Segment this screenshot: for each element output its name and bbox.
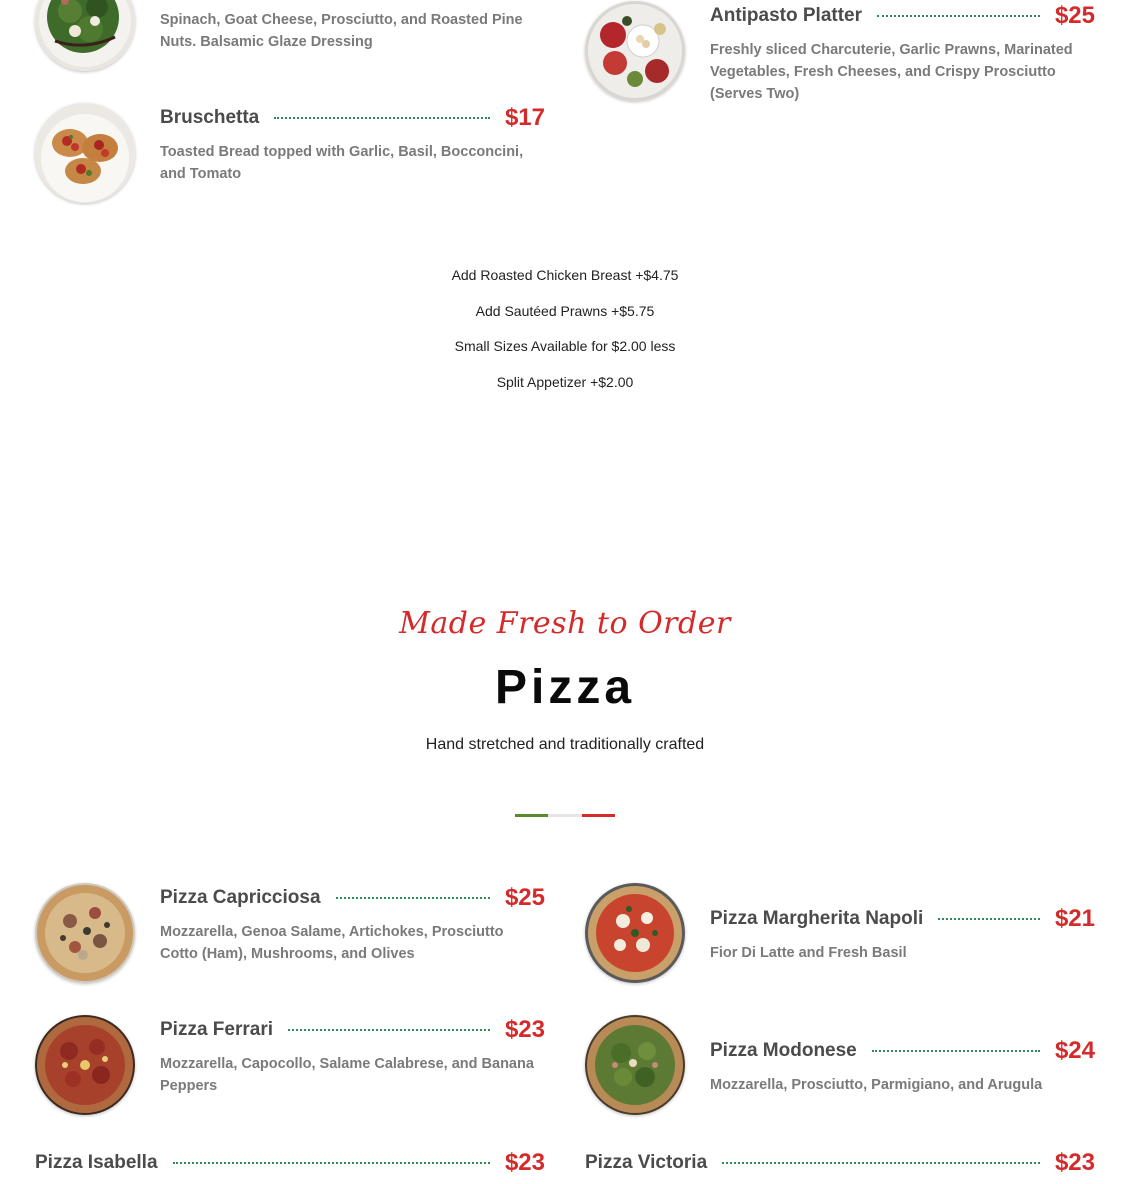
divider-green — [515, 814, 548, 817]
bruschetta-photo — [35, 103, 135, 203]
menu-item-price: $25 — [504, 884, 545, 911]
menu-item-name: Pizza Ferrari — [160, 1019, 273, 1040]
menu-item-name: Pizza Isabella — [35, 1152, 158, 1173]
extra-option: Add Roasted Chicken Breast +$4.75 — [451, 267, 679, 283]
appetizer-extras-list — [0, 264, 1130, 406]
menu-item-price: $24 — [1054, 1037, 1095, 1064]
dotted-leader — [173, 1162, 490, 1164]
menu-item-price: $23 — [1054, 1149, 1095, 1176]
menu-item-price: $23 — [504, 1016, 545, 1043]
extra-option: Split Appetizer +$2.00 — [496, 373, 634, 390]
menu-item-name: Pizza Victoria — [585, 1152, 708, 1173]
dotted-leader — [722, 1162, 1040, 1164]
dotted-leader — [877, 15, 1040, 17]
menu-item-name: Bruschetta — [160, 107, 260, 128]
menu-item-description: Mozzarella, Capocollo, Salame Calabrese, and Banana Peppers — [160, 1056, 534, 1094]
spinach-salad-photo — [35, 0, 135, 71]
menu-item-description: Fior Di Latte and Fresh Basil — [710, 945, 907, 961]
pizza-margherita-photo — [585, 883, 685, 983]
divider-red — [582, 814, 615, 817]
pizza-modonese-photo — [585, 1015, 685, 1115]
menu-item-description: Toasted Bread topped with Garlic, Basil, Bocconcini, and Tomato — [160, 144, 524, 182]
dotted-leader — [938, 918, 1040, 920]
extra-option: Add Sautéed Prawns +$5.75 — [475, 302, 655, 319]
antipasto-platter-photo — [585, 1, 685, 101]
pizza-ferrari-photo — [35, 1015, 135, 1115]
pizza-capricciosa-photo — [35, 883, 135, 983]
menu-item-description: Freshly sliced Charcuterie, Garlic Prawns, Marinated Vegetables, Fresh Cheeses, and Crispy Prosciutto (Serves Two) — [710, 42, 1073, 102]
dotted-leader — [872, 1050, 1040, 1052]
menu-item-description: Mozzarella, Prosciutto, Parmigiano, and Arugula — [710, 1077, 1043, 1093]
extra-option: Small Sizes Available for $2.00 less — [454, 338, 676, 354]
menu-item-name: Pizza Modonese — [710, 1040, 857, 1061]
section-subtitle: Hand stretched and traditionally crafted — [425, 736, 705, 753]
menu-item-price: $21 — [1054, 905, 1095, 932]
menu-item-description: Mozzarella, Genoa Salame, Artichokes, Prosciutto Cotto (Ham), Mushrooms, and Olives — [160, 924, 504, 962]
section-title: Pizza — [494, 661, 636, 714]
section-tagline: Made Fresh to Order — [399, 606, 731, 641]
menu-item-name: Pizza Capricciosa — [160, 887, 321, 908]
divider-white — [548, 814, 581, 817]
menu-item-name: Pizza Margherita Napoli — [710, 908, 924, 929]
dotted-leader — [288, 1029, 490, 1031]
dotted-leader — [336, 897, 490, 899]
menu-item-name: Antipasto Platter — [710, 5, 863, 26]
menu-item-price: $25 — [1054, 2, 1095, 29]
dotted-leader — [274, 117, 490, 119]
menu-item-price: $23 — [504, 1149, 545, 1176]
italian-flag-divider — [515, 814, 615, 817]
menu-item-description: Spinach, Goat Cheese, Prosciutto, and Roasted Pine Nuts. Balsamic Glaze Dressing — [160, 12, 523, 50]
menu-item-price: $17 — [504, 104, 545, 131]
